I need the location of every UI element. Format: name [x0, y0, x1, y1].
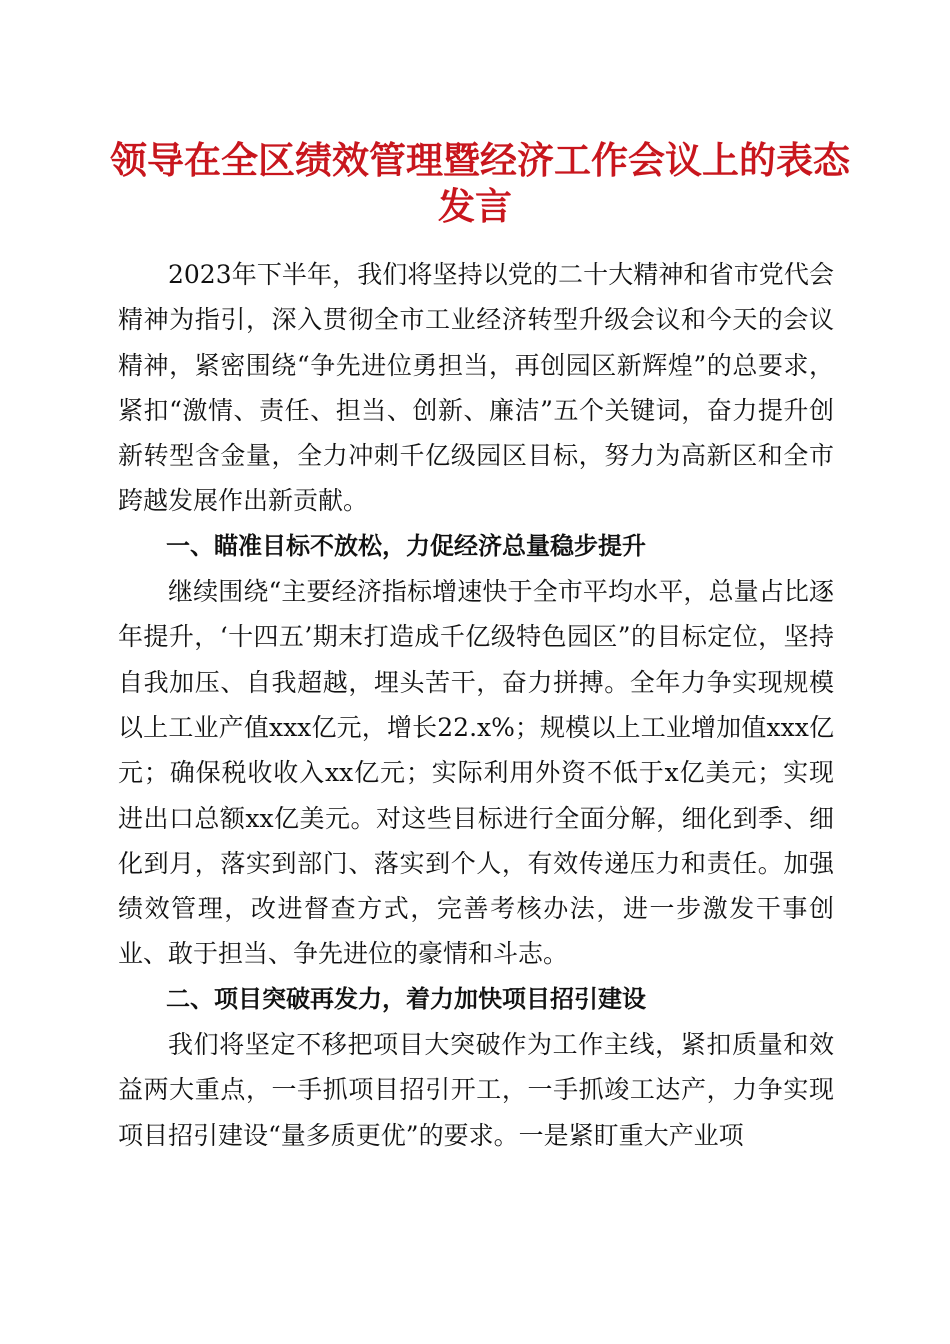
section-1-heading: 一、瞄准目标不放松，力促经济总量稳步提升	[166, 531, 646, 560]
intro-paragraph: 2023年下半年，我们将坚持以党的二十大精神和省市党代会精神为指引，深入贯彻全市工业经济转型升级会议和今天的会议精神，紧密围绕“争先进位勇担当，再创园区新辉煌”的总要求，紧扣“激情、责任、担当、创新、廉洁”五个关键词，奋力提升创新转型含金量，全力冲刺千亿级园区目标，努力为高新区和全市跨越发展作出新贡献。	[118, 260, 834, 516]
section-2-heading: 二、项目突破再发力，着力加快项目招引建设	[166, 984, 646, 1013]
document-body	[118, 252, 834, 1158]
section-1-paragraph: 继续围绕“主要经济指标增速快于全市平均水平，总量占比逐年提升，‘十四五’期末打造成千亿级特色园区”的目标定位，坚持自我加压、自我超越，埋头苦干，奋力拼搏。全年力争实现规模以上工业产值xxx亿元，增长22.x%；规模以上工业增加值xxx亿元；确保税收收入xx亿元；实际利用外资不低于x亿美元；实现进出口总额xx亿美元。对这些目标进行全面分解，细化到季、细化到月，落实到部门、落实到个人，有效传递压力和责任。加强绩效管理，改进督查方式，完善考核办法，进一步激发干事创业、敢于担当、争先进位的豪情和斗志。	[118, 577, 834, 969]
document-title-line-1: 领导在全区绩效管理暨经济工作会议上的表态	[110, 138, 850, 182]
section-2-paragraph: 我们将坚定不移把项目大突破作为工作主线，紧扣质量和效益两大重点，一手抓项目招引开工，一手抓竣工达产，力争实现项目招引建设“量多质更优”的要求。一是紧盯重大产业项	[118, 1030, 834, 1150]
document-title-line-2: 发言	[438, 184, 512, 228]
